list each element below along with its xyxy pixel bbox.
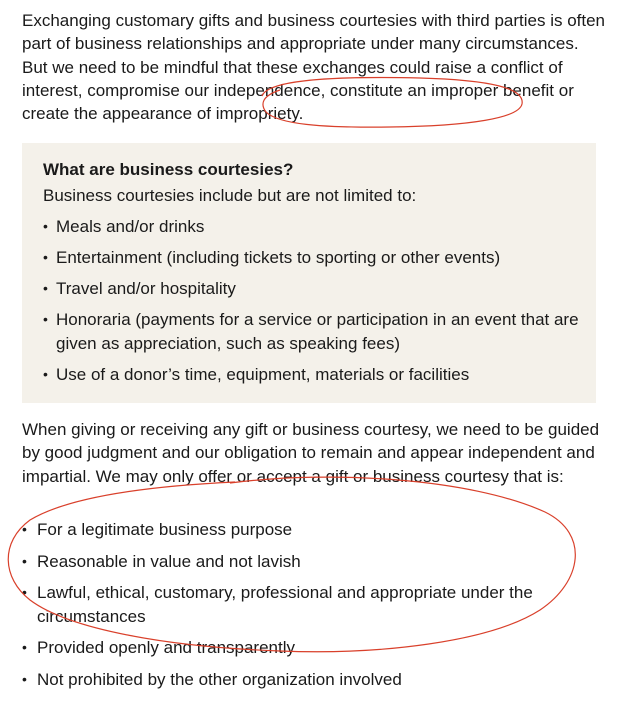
- bullet-icon: •: [22, 670, 27, 687]
- criteria-list: [22, 518, 607, 691]
- bullet-icon: •: [22, 639, 27, 655]
- list-item: • Use of a donor’s time, equipment, materials or facilities: [43, 363, 582, 387]
- list-item: • For a legitimate business purpose: [22, 518, 607, 542]
- bullet-icon: •: [43, 365, 48, 382]
- list-item: • Reasonable in value and not lavish: [22, 550, 607, 574]
- callout-title: What are business courtesies?: [43, 160, 294, 179]
- bullet-icon: •: [43, 249, 48, 265]
- bullet-icon: •: [43, 280, 48, 296]
- list-item: • Meals and/or drinks: [43, 215, 582, 239]
- courtesies-list: [43, 215, 582, 386]
- bullet-icon: •: [22, 521, 27, 537]
- list-item: • Entertainment (including tickets to sporting or other events): [43, 246, 582, 270]
- criteria-section: [22, 518, 607, 699]
- bullet-icon: •: [43, 311, 48, 327]
- list-item: • Not prohibited by the other organization involved: [22, 668, 607, 692]
- callout-lead: Business courtesies include but are not limited to:: [43, 186, 417, 205]
- bullet-icon: •: [22, 552, 27, 569]
- business-courtesies-callout: [22, 143, 596, 403]
- list-item: • Provided openly and transparently: [22, 636, 607, 660]
- list-item: • Travel and/or hospitality: [43, 277, 582, 301]
- list-item: • Lawful, ethical, customary, professional and appropriate under the circumstances: [22, 583, 533, 626]
- list-item: • Honoraria (payments for a service or participation in an event that are given as appreciation, such as speaking fees): [43, 310, 579, 353]
- bullet-icon: •: [43, 218, 48, 234]
- intro-paragraph: Exchanging customary gifts and business courtesies with third parties is often part of business relationships and appropriate under many circumstances. But we need to be mindful that these exchanges could raise a conflict of interest, compromise our independence, constitute an improper benefit or create the appearance of impropriety.: [22, 11, 606, 124]
- bullet-icon: •: [22, 584, 27, 600]
- guidance-paragraph: When giving or receiving any gift or business courtesy, we need to be guided by good judgment and our obligation to remain and appear independent and impartial. We may only offer or accept a gift or business courtesy that is:: [22, 420, 600, 486]
